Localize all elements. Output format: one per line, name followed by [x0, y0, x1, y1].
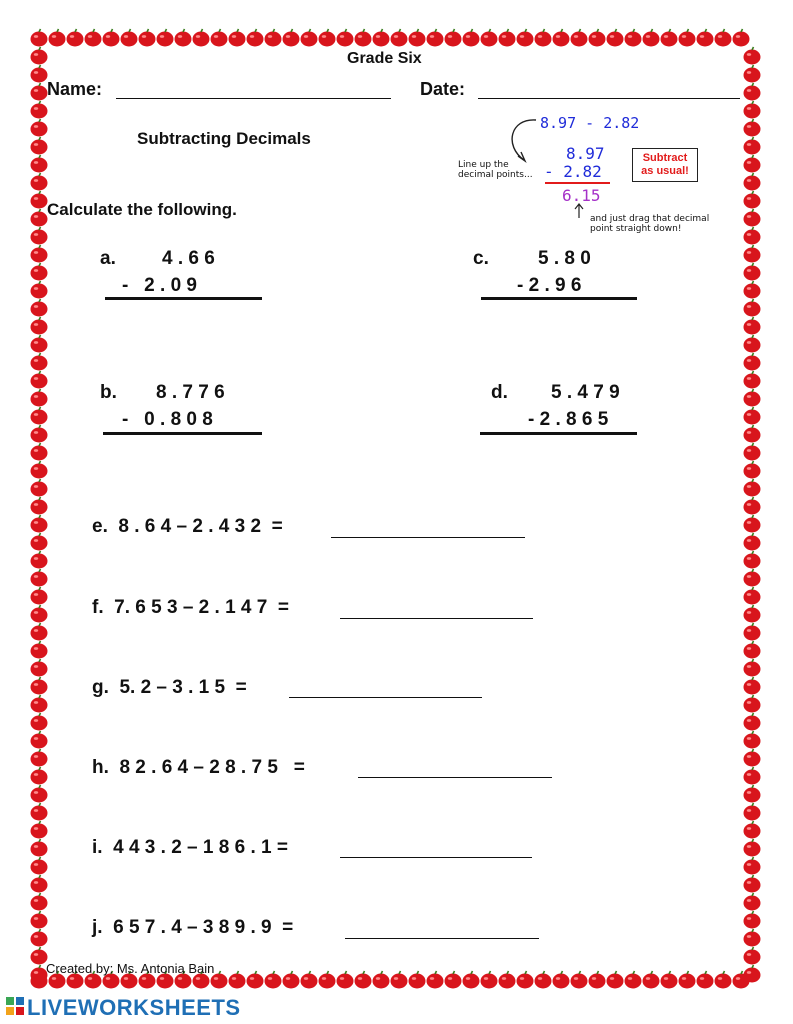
- apple-border-icon: [31, 461, 48, 479]
- apple-border-icon: [31, 893, 48, 911]
- apple-border-icon: [733, 29, 750, 47]
- answer-field-g[interactable]: [289, 697, 482, 698]
- apple-border-icon: [661, 29, 678, 47]
- apple-border-icon: [31, 911, 48, 929]
- apple-border-icon: [499, 971, 516, 989]
- apple-border-icon: [535, 971, 552, 989]
- apple-border-icon: [744, 245, 761, 263]
- apple-border-icon: [643, 29, 660, 47]
- apple-border-icon: [31, 479, 48, 497]
- liveworksheets-logo-icon: [6, 997, 24, 1015]
- apple-border-icon: [744, 479, 761, 497]
- apple-border-icon: [744, 767, 761, 785]
- answer-line: [105, 297, 262, 300]
- apple-border-icon: [31, 353, 48, 371]
- answer-field-e[interactable]: [331, 537, 525, 538]
- apple-border-icon: [744, 47, 761, 65]
- apple-border-icon: [319, 29, 336, 47]
- apple-border-icon: [31, 443, 48, 461]
- apple-border-icon: [283, 971, 300, 989]
- example-minuend: 8.97: [566, 144, 605, 163]
- apple-border-icon: [744, 677, 761, 695]
- problem-top-number: 5 . 4 7 9: [551, 382, 620, 403]
- apple-border-icon: [744, 155, 761, 173]
- apple-border-icon: [355, 971, 372, 989]
- apple-border-icon: [31, 857, 48, 875]
- answer-line: [481, 297, 637, 300]
- apple-border-icon: [31, 209, 48, 227]
- apple-border-icon: [31, 299, 48, 317]
- apple-border-icon: [607, 971, 624, 989]
- apple-border-icon: [744, 281, 761, 299]
- problem-top-number: 5 . 8 0: [538, 248, 591, 269]
- apple-border-icon: [391, 971, 408, 989]
- problem-label: c.: [473, 248, 489, 269]
- apple-border-icon: [481, 29, 498, 47]
- apple-border-icon: [571, 29, 588, 47]
- apple-border-icon: [139, 29, 156, 47]
- apple-border-icon: [31, 335, 48, 353]
- apple-border-icon: [31, 839, 48, 857]
- apple-border-icon: [31, 551, 48, 569]
- apple-border-icon: [535, 29, 552, 47]
- apple-border-icon: [744, 407, 761, 425]
- apple-border-icon: [31, 137, 48, 155]
- apple-border-icon: [744, 263, 761, 281]
- apple-border-icon: [31, 659, 48, 677]
- apple-border-icon: [744, 551, 761, 569]
- apple-border-icon: [744, 227, 761, 245]
- date-field[interactable]: [478, 98, 740, 99]
- apple-border-icon: [744, 893, 761, 911]
- apple-border-icon: [715, 971, 732, 989]
- apple-border-icon: [373, 29, 390, 47]
- apple-border-icon: [31, 245, 48, 263]
- apple-border-icon: [715, 29, 732, 47]
- apple-border-icon: [744, 803, 761, 821]
- apple-border-icon: [445, 29, 462, 47]
- apple-border-icon: [427, 29, 444, 47]
- problem-bottom-number: - 0 . 8 0 8: [122, 409, 213, 430]
- apple-border-icon: [337, 29, 354, 47]
- apple-border-icon: [31, 191, 48, 209]
- problem-top-number: 8 . 7 7 6: [156, 382, 225, 403]
- apple-border-icon: [31, 569, 48, 587]
- problem-bottom-number: - 2 . 8 6 5: [528, 409, 609, 430]
- apple-border-icon: [625, 971, 642, 989]
- problem-h: h. 8 2 . 6 4 – 2 8 . 7 5 =: [92, 757, 305, 778]
- apple-border-icon: [193, 29, 210, 47]
- apple-border-icon: [31, 803, 48, 821]
- apple-border-icon: [31, 407, 48, 425]
- apple-border-icon: [31, 641, 48, 659]
- apple-border-icon: [121, 29, 138, 47]
- apple-border-icon: [31, 965, 48, 983]
- apple-border-icon: [31, 929, 48, 947]
- apple-border-icon: [744, 839, 761, 857]
- problem-g: g. 5. 2 – 3 . 1 5 =: [92, 677, 247, 698]
- apple-border-icon: [744, 209, 761, 227]
- answer-field-f[interactable]: [340, 618, 533, 619]
- name-field[interactable]: [116, 98, 391, 99]
- apple-border-icon: [744, 317, 761, 335]
- apple-border-icon: [31, 731, 48, 749]
- apple-border-icon: [499, 29, 516, 47]
- apple-border-icon: [744, 425, 761, 443]
- apple-border-icon: [744, 443, 761, 461]
- apple-border-icon: [744, 299, 761, 317]
- problem-e: e. 8 . 6 4 – 2 . 4 3 2 =: [92, 516, 283, 537]
- apple-border-icon: [319, 971, 336, 989]
- problem-label: a.: [100, 248, 116, 269]
- apple-border-icon: [355, 29, 372, 47]
- apple-border-icon: [49, 29, 66, 47]
- apple-border-icon: [744, 569, 761, 587]
- apple-border-icon: [553, 29, 570, 47]
- apple-border-icon: [211, 29, 228, 47]
- apple-border-icon: [744, 461, 761, 479]
- answer-field-i[interactable]: [340, 857, 532, 858]
- apple-border-icon: [553, 971, 570, 989]
- apple-border-icon: [157, 29, 174, 47]
- apple-border-icon: [409, 971, 426, 989]
- example-answer: 6.15: [562, 186, 601, 205]
- apple-border-icon: [744, 119, 761, 137]
- apple-border-icon: [31, 227, 48, 245]
- line-up-note: Line up the decimal points...: [458, 160, 533, 180]
- apple-border-icon: [744, 947, 761, 965]
- apple-border-icon: [229, 29, 246, 47]
- apple-border-icon: [301, 971, 318, 989]
- apple-border-icon: [31, 677, 48, 695]
- apple-border-icon: [589, 29, 606, 47]
- apple-border-icon: [229, 971, 246, 989]
- answer-field-h[interactable]: [358, 777, 552, 778]
- apple-border-icon: [481, 971, 498, 989]
- apple-border-icon: [744, 731, 761, 749]
- subtract-as-usual-box: Subtract as usual!: [632, 148, 698, 182]
- apple-border-icon: [31, 533, 48, 551]
- instruction-text: Calculate the following.: [47, 200, 237, 219]
- apple-border-icon: [31, 713, 48, 731]
- apple-border-icon: [463, 29, 480, 47]
- apple-border-icon: [589, 971, 606, 989]
- problem-label: d.: [491, 382, 508, 403]
- apple-border-icon: [744, 875, 761, 893]
- example-subtrahend: - 2.82: [544, 162, 602, 181]
- apple-border-icon: [744, 965, 761, 983]
- apple-border-icon: [744, 749, 761, 767]
- apple-border-icon: [744, 605, 761, 623]
- apple-border-icon: [31, 263, 48, 281]
- apple-border-icon: [744, 911, 761, 929]
- apple-border-icon: [391, 29, 408, 47]
- apple-border-icon: [625, 29, 642, 47]
- apple-border-icon: [744, 173, 761, 191]
- apple-border-icon: [445, 971, 462, 989]
- apple-border-icon: [607, 29, 624, 47]
- apple-border-icon: [643, 971, 660, 989]
- apple-border-icon: [337, 971, 354, 989]
- apple-border-icon: [427, 971, 444, 989]
- problem-bottom-number: - 2 . 9 6: [517, 275, 582, 296]
- apple-border-icon: [744, 497, 761, 515]
- apple-border-icon: [744, 389, 761, 407]
- apple-border-icon: [31, 119, 48, 137]
- apple-border-icon: [31, 29, 48, 47]
- apple-border-icon: [31, 947, 48, 965]
- apple-border-icon: [744, 713, 761, 731]
- apple-border-icon: [744, 371, 761, 389]
- apple-border-icon: [744, 137, 761, 155]
- apple-border-icon: [265, 29, 282, 47]
- apple-border-icon: [744, 191, 761, 209]
- apple-border-icon: [679, 971, 696, 989]
- apple-border-icon: [31, 65, 48, 83]
- up-arrow-icon: [573, 203, 585, 219]
- apple-border-icon: [31, 605, 48, 623]
- apple-border-icon: [697, 971, 714, 989]
- problem-top-number: 4 . 6 6: [162, 248, 215, 269]
- apple-border-icon: [31, 371, 48, 389]
- apple-border-icon: [31, 875, 48, 893]
- answer-line: [480, 432, 637, 435]
- apple-border-icon: [409, 29, 426, 47]
- problem-f: f. 7. 6 5 3 – 2 . 1 4 7 =: [92, 597, 289, 618]
- apple-border-icon: [175, 29, 192, 47]
- apple-border-icon: [103, 29, 120, 47]
- apple-border-icon: [697, 29, 714, 47]
- apple-border-icon: [744, 857, 761, 875]
- curved-arrow-icon: [500, 116, 540, 166]
- apple-border-icon: [31, 155, 48, 173]
- apple-border-icon: [744, 641, 761, 659]
- problem-bottom-number: - 2 . 0 9: [122, 275, 197, 296]
- apple-border-icon: [31, 83, 48, 101]
- apple-border-icon: [265, 971, 282, 989]
- apple-border-icon: [31, 767, 48, 785]
- apple-border-icon: [463, 971, 480, 989]
- problem-i: i. 4 4 3 . 2 – 1 8 6 . 1 =: [92, 837, 288, 858]
- apple-border-icon: [744, 533, 761, 551]
- apple-border-icon: [67, 29, 84, 47]
- apple-border-icon: [247, 29, 264, 47]
- problem-label: b.: [100, 382, 117, 403]
- apple-border-icon: [744, 515, 761, 533]
- apple-border-icon: [744, 623, 761, 641]
- apple-border-icon: [744, 695, 761, 713]
- date-label: Date:: [420, 79, 466, 99]
- apple-border-icon: [31, 623, 48, 641]
- apple-border-icon: [31, 47, 48, 65]
- apple-border-icon: [31, 587, 48, 605]
- apple-border-icon: [744, 785, 761, 803]
- apple-border-icon: [31, 173, 48, 191]
- grade-heading: Grade Six: [347, 50, 422, 67]
- apple-border-icon: [31, 389, 48, 407]
- apple-border-icon: [517, 29, 534, 47]
- apple-border-icon: [744, 587, 761, 605]
- answer-line: [103, 432, 262, 435]
- apple-border-icon: [31, 821, 48, 839]
- apple-border-icon: [301, 29, 318, 47]
- apple-border-icon: [744, 353, 761, 371]
- apple-border-icon: [247, 971, 264, 989]
- apple-border-icon: [744, 101, 761, 119]
- apple-border-icon: [31, 101, 48, 119]
- apple-border-icon: [31, 749, 48, 767]
- apple-border-icon: [31, 317, 48, 335]
- apple-border-icon: [85, 29, 102, 47]
- apple-border-icon: [517, 971, 534, 989]
- name-label: Name:: [47, 79, 103, 99]
- apple-border-icon: [744, 659, 761, 677]
- apple-border-icon: [283, 29, 300, 47]
- apple-border-icon: [744, 821, 761, 839]
- apple-border-icon: [31, 785, 48, 803]
- apple-border-icon: [31, 695, 48, 713]
- apple-border-icon: [31, 497, 48, 515]
- apple-border-icon: [31, 425, 48, 443]
- created-by: Created by: Ms. Antonia Bain: [46, 961, 215, 976]
- apple-border-icon: [373, 971, 390, 989]
- example-top-expression: 8.97 - 2.82: [540, 114, 640, 132]
- example-answer-line: [545, 182, 610, 184]
- worksheet-title: Subtracting Decimals: [137, 129, 311, 148]
- problem-j: j. 6 5 7 . 4 – 3 8 9 . 9 =: [92, 917, 294, 938]
- apple-border-icon: [31, 281, 48, 299]
- drag-note: and just drag that decimal point straight down!: [590, 214, 710, 234]
- apple-border-icon: [571, 971, 588, 989]
- apple-border-icon: [679, 29, 696, 47]
- liveworksheets-brand[interactable]: LIVEWORKSHEETS: [27, 995, 241, 1020]
- apple-border-icon: [744, 65, 761, 83]
- apple-border-icon: [744, 83, 761, 101]
- answer-field-j[interactable]: [345, 938, 539, 939]
- apple-border-icon: [661, 971, 678, 989]
- apple-border-icon: [744, 929, 761, 947]
- apple-border-icon: [31, 515, 48, 533]
- apple-border-icon: [744, 335, 761, 353]
